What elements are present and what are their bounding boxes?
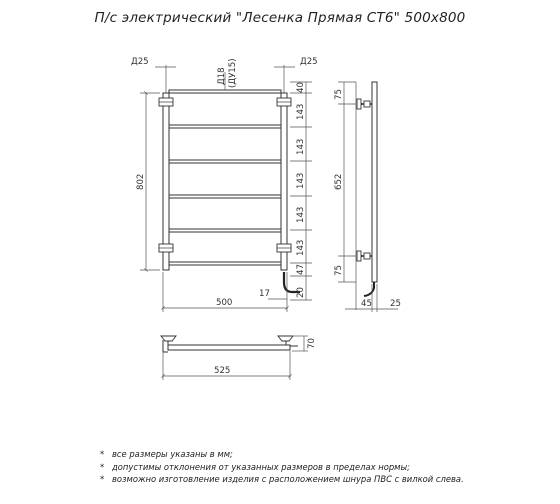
dim-right-5: 143	[296, 239, 306, 256]
top-view-body	[168, 345, 290, 350]
side-view	[334, 82, 401, 312]
notes	[100, 448, 540, 486]
dim-75-bottom: 75	[334, 265, 344, 276]
dim-height: 802	[136, 173, 146, 190]
dim-652: 652	[334, 173, 344, 190]
note-item: * возможно изготовление изделия с расположением шнура ПВС с вилкой слева.	[100, 474, 464, 484]
dim-right-2: 143	[296, 138, 306, 155]
front-view	[131, 57, 318, 312]
dim-right-7: 20	[296, 287, 306, 298]
side-power-cord	[364, 282, 374, 296]
dim-right-6: 47	[296, 264, 306, 275]
right-upright	[281, 93, 287, 270]
dim-right-0: 40	[296, 82, 306, 93]
rungs	[169, 90, 281, 265]
top-view-bracket-right	[278, 336, 293, 341]
mount-bracket-right-top	[277, 98, 291, 106]
note-item: * все размеры указаны в мм;	[100, 449, 233, 459]
mount-bracket-right-bottom	[277, 244, 291, 252]
label-d25-right: Д25	[300, 57, 318, 67]
dim-75-top: 75	[334, 89, 344, 100]
dim-45: 45	[361, 299, 372, 309]
label-d25-left: Д25	[131, 57, 149, 67]
right-dimension-chain	[290, 82, 312, 300]
dim-25: 25	[390, 299, 401, 309]
dim-right-4: 143	[296, 206, 306, 223]
dim-17: 17	[259, 289, 270, 299]
top-view	[161, 336, 317, 380]
mount-bracket-left-bottom	[159, 244, 173, 252]
drawing-title: П/с электрический "Лесенка Прямая СТ6" 500х800	[94, 10, 466, 26]
left-upright	[163, 93, 169, 270]
label-d18: Д18	[217, 67, 227, 85]
label-du15: (ДУ15)	[228, 58, 238, 88]
mount-bracket-left-top	[159, 98, 173, 106]
side-bracket-bottom	[357, 251, 372, 261]
dim-right-3: 143	[296, 172, 306, 189]
dim-width: 500	[216, 298, 233, 308]
dim-right-1: 143	[296, 103, 306, 120]
dim-525: 525	[214, 366, 231, 376]
dim-70: 70	[307, 338, 317, 349]
side-bracket-top	[357, 99, 372, 109]
note-item: * допустимы отклонения от указанных размеров в пределах нормы;	[100, 461, 410, 472]
side-body	[372, 82, 377, 282]
